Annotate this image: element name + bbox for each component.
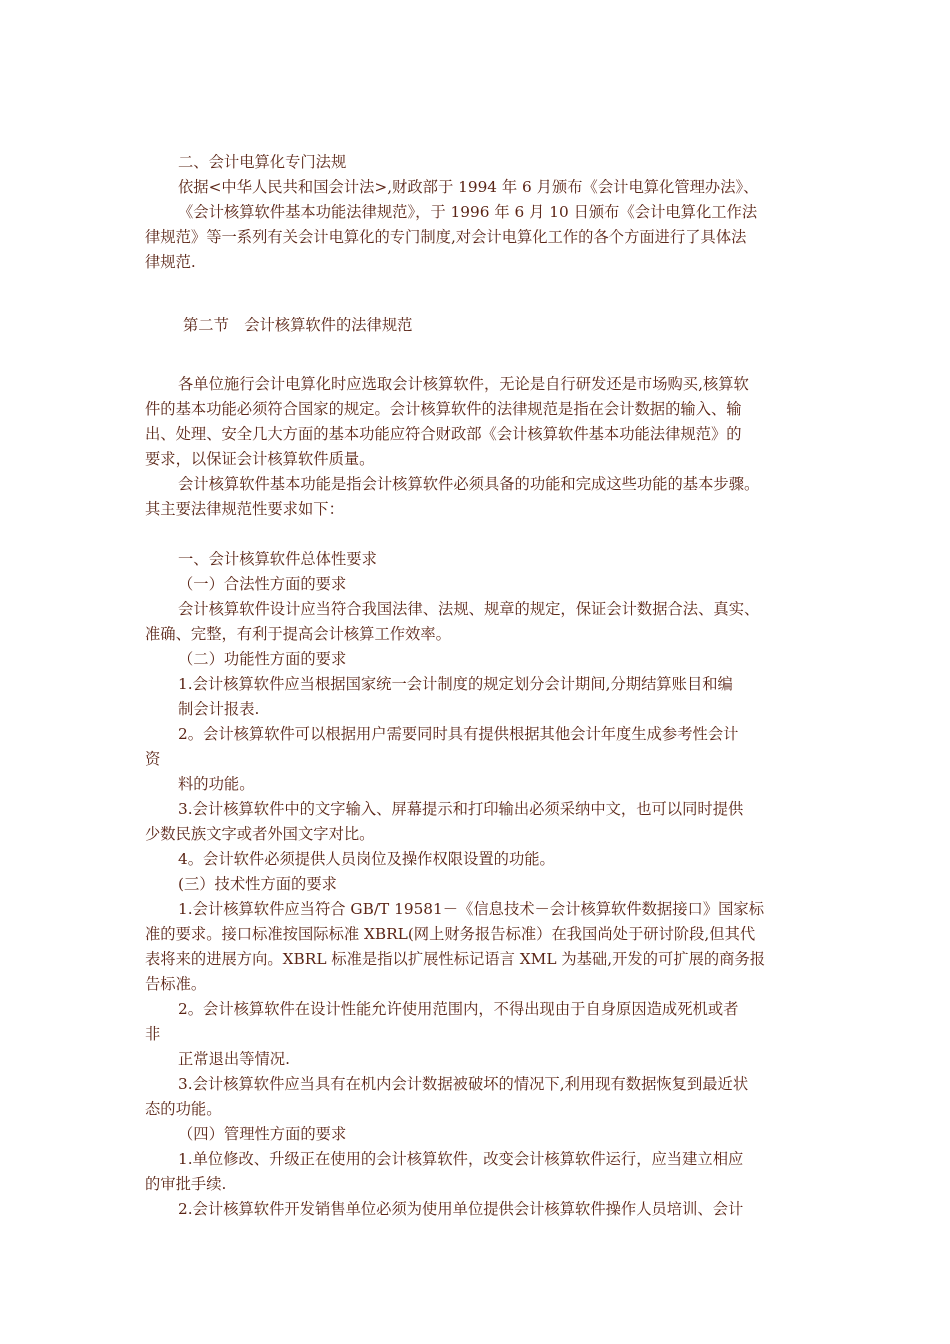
subsection-heading: （四）管理性方面的要求	[178, 1125, 347, 1143]
list-item-line: 态的功能。	[145, 1100, 222, 1118]
paragraph-line: 会计核算软件设计应当符合我国法律、法规、规章的规定，保证会计数据合法、真实、	[178, 600, 760, 618]
list-item-line: 的审批手续.	[145, 1175, 227, 1193]
list-item-line: 3.会计核算软件中的文字输入、屏幕提示和打印输出必须采纳中文，也可以同时提供	[178, 800, 744, 818]
list-item-line: 少数民族文字或者外国文字对比。	[145, 825, 375, 843]
paragraph-line: 《会计核算软件基本功能法律规范》，于 1996 年 6 月 10 日颁布《会计电算化工作法	[178, 203, 758, 221]
paragraph-line: 要求，以保证会计核算软件质量。	[145, 450, 375, 468]
paragraph-line: 准确、完整，有利于提高会计核算工作效率。	[145, 625, 451, 643]
paragraph-line: 律规范》等一系列有关会计电算化的专门制度,对会计电算化工作的各个方面进行了具体法	[145, 228, 747, 246]
section-heading: 一、会计核算软件总体性要求	[178, 550, 377, 568]
paragraph-line: 依据<中华人民共和国会计法>,财政部于 1994 年 6 月颁布《会计电算化管理办法》、	[178, 178, 759, 196]
list-item-line: 告标准。	[145, 975, 207, 993]
list-item-line: 表将来的进展方向。XBRL 标准是指以扩展性标记语言 XML 为基础,开发的可扩展的商务报	[145, 950, 766, 968]
section-title: 第二节 会计核算软件的法律规范	[183, 316, 413, 334]
paragraph-line: 其主要法律规范性要求如下：	[145, 500, 344, 518]
list-item-line: 1.单位修改、升级正在使用的会计核算软件，改变会计核算软件运行，应当建立相应	[178, 1150, 744, 1168]
paragraph-line: 件的基本功能必须符合国家的规定。会计核算软件的法律规范是指在会计数据的输入、输	[145, 400, 742, 418]
subsection-heading: （二）功能性方面的要求	[178, 650, 347, 668]
list-item-line: 非	[145, 1025, 161, 1043]
list-item-line: 1.会计核算软件应当根据国家统一会计制度的规定划分会计期间,分期结算账目和编	[178, 675, 733, 693]
section-heading: 二、会计电算化专门法规	[178, 153, 347, 171]
list-item-line: 准的要求。接口标准按国际标准 XBRL(网上财务报告标准）在我国尚处于研讨阶段,但其代	[145, 925, 756, 943]
list-item-line: 资	[145, 750, 161, 768]
paragraph-line: 出、处理、安全几大方面的基本功能应符合财政部《会计核算软件基本功能法律规范》的	[145, 425, 742, 443]
list-item-line: 料的功能。	[178, 775, 255, 793]
list-item-line: 2。会计核算软件可以根据用户需要同时具有提供根据其他会计年度生成参考性会计	[178, 725, 739, 743]
list-item-line: 制会计报表.	[178, 700, 260, 718]
list-item-line: 2。会计核算软件在设计性能允许使用范围内，不得出现由于自身原因造成死机或者	[178, 1000, 739, 1018]
paragraph-line: 各单位施行会计电算化时应选取会计核算软件，无论是自行研发还是市场购买,核算软	[178, 375, 749, 393]
list-item-line: 正常退出等情况.	[178, 1050, 290, 1068]
subsection-heading: (三）技术性方面的要求	[178, 875, 337, 893]
list-item-line: 1.会计核算软件应当符合 GB/T 19581－《信息技术－会计核算软件数据接口》国家标	[178, 900, 765, 918]
list-item-line: 2.会计核算软件开发销售单位必须为使用单位提供会计核算软件操作人员培训、会计	[178, 1200, 744, 1218]
paragraph-line: 律规范.	[145, 253, 196, 271]
subsection-heading: （一）合法性方面的要求	[178, 575, 347, 593]
list-item-line: 4。会计软件必须提供人员岗位及操作权限设置的功能。	[178, 850, 555, 868]
list-item-line: 3.会计核算软件应当具有在机内会计数据被破坏的情况下,利用现有数据恢复到最近状	[178, 1075, 749, 1093]
paragraph-line: 会计核算软件基本功能是指会计核算软件必须具备的功能和完成这些功能的基本步骤。	[178, 475, 760, 493]
